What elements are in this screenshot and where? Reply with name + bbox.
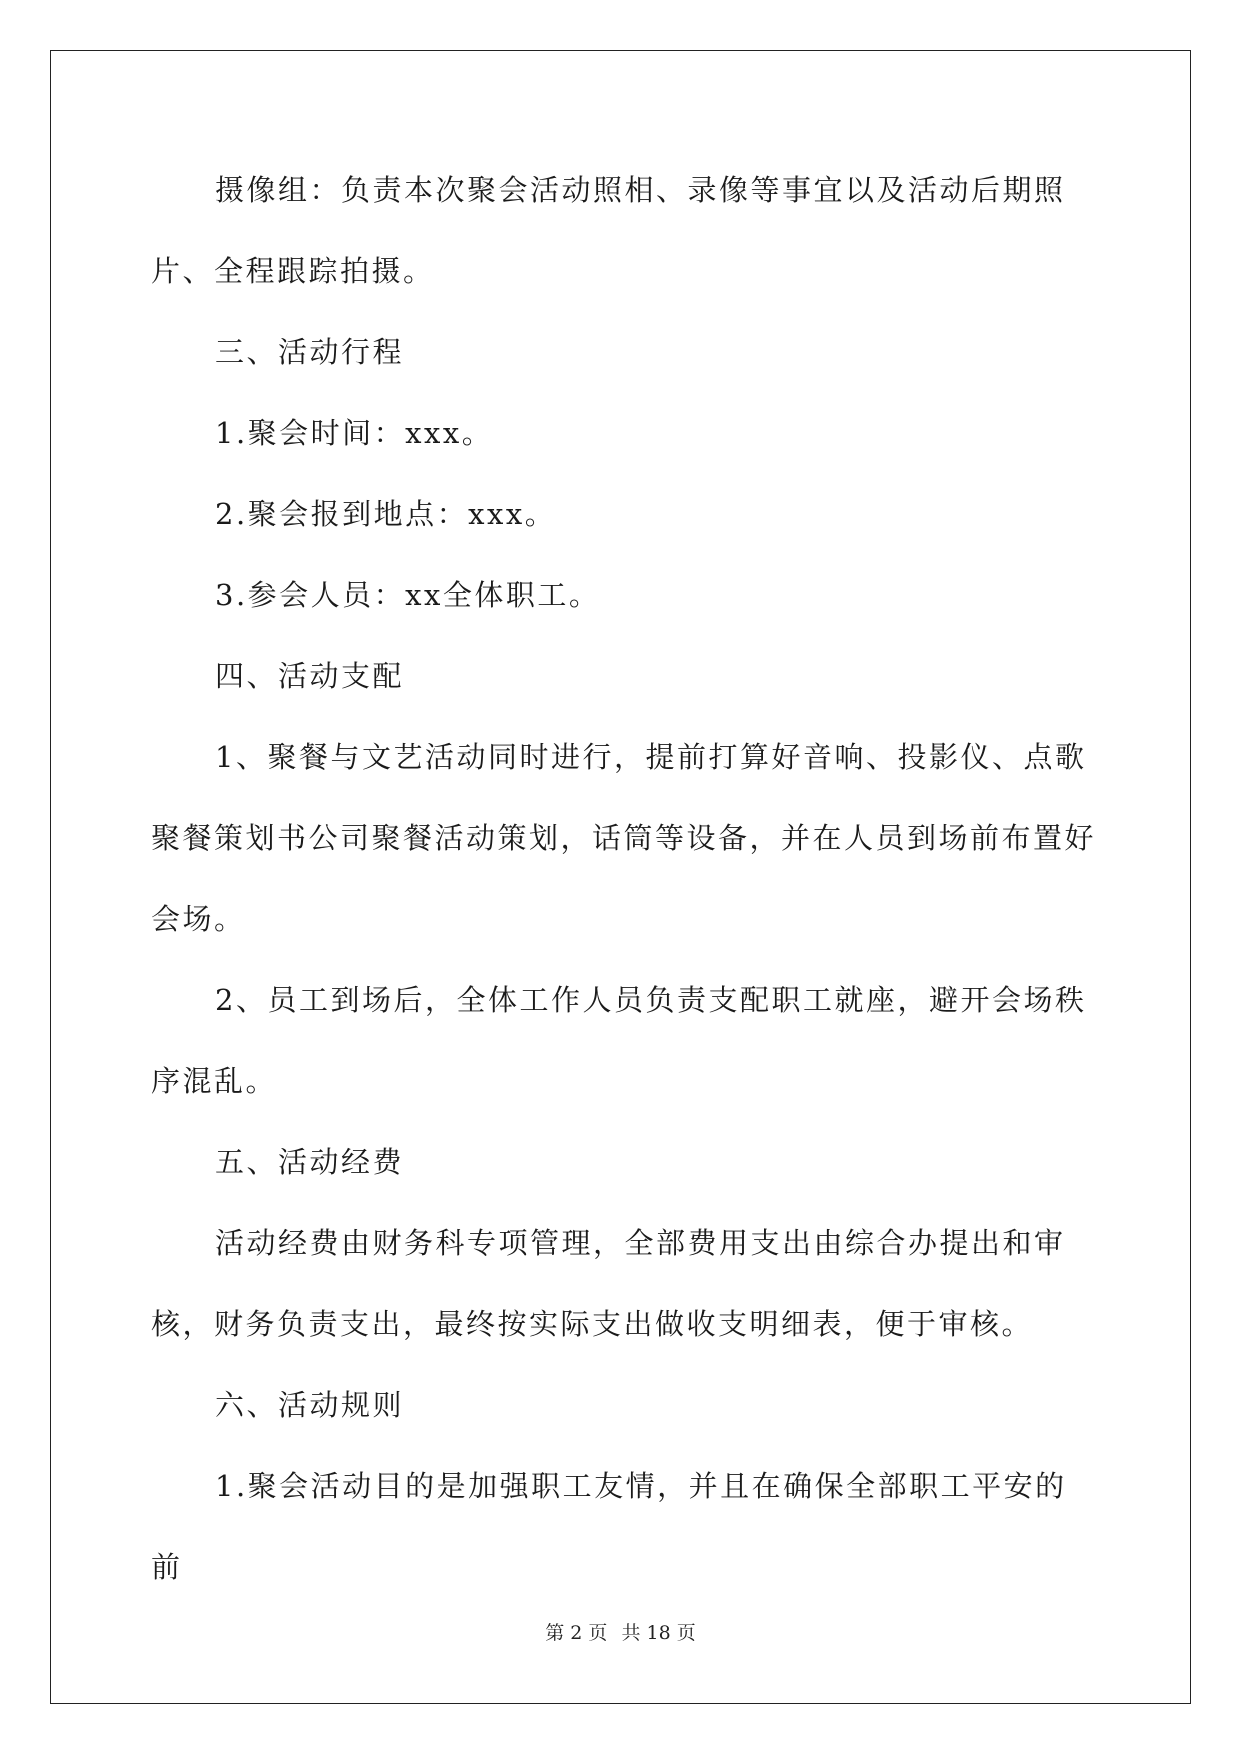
page-footer (0, 1618, 1241, 1645)
paragraph-location: 2.聚会报到地点：xxx。 (215, 497, 557, 531)
heading-arrangement: 四、活动支配 (215, 659, 405, 693)
heading-rules: 六、活动规则 (215, 1388, 405, 1422)
document-body (151, 150, 1096, 1608)
page-total: 共 18 页 (621, 1622, 696, 1644)
paragraph-arrangement-1: 1、聚餐与文艺活动同时进行，提前打算好音响、投影仪、点歌聚餐策划书公司聚餐活动策划，话筒等设备，并在人员到场前布置好会场。 (151, 740, 1097, 936)
heading-schedule: 三、活动行程 (215, 335, 405, 369)
page-number: 第 2 页 (545, 1622, 608, 1644)
paragraph-arrangement-2: 2、员工到场后，全体工作人员负责支配职工就座，避开会场秩序混乱。 (151, 983, 1087, 1098)
paragraph-budget: 活动经费由财务科专项管理，全部费用支出由综合办提出和审核，财务负责支出，最终按实际支出做收支明细表，便于审核。 (151, 1226, 1066, 1341)
paragraph-time: 1.聚会时间：xxx。 (215, 416, 494, 450)
paragraph-rules-1: 1.聚会活动目的是加强职工友情，并且在确保全部职工平安的前 (151, 1469, 1067, 1584)
heading-budget: 五、活动经费 (215, 1145, 405, 1179)
paragraph-attendees: 3.参会人员：xx全体职工。 (215, 578, 601, 612)
paragraph-camera-team: 摄像组：负责本次聚会活动照相、录像等事宜以及活动后期照片、全程跟踪拍摄。 (151, 173, 1066, 288)
